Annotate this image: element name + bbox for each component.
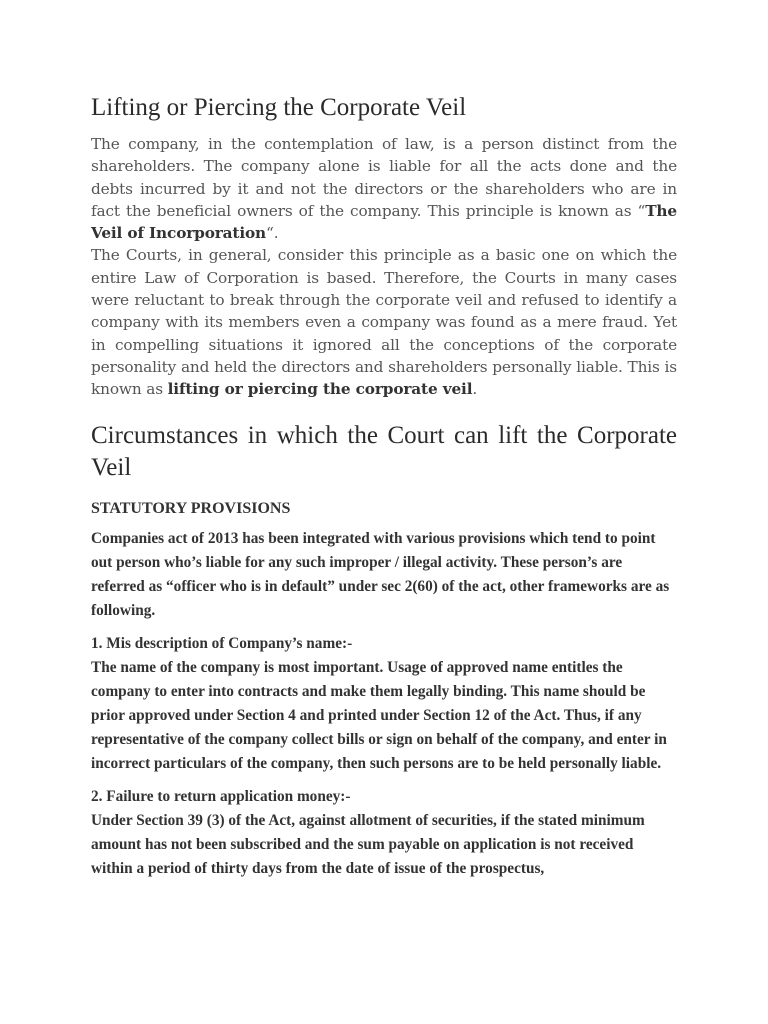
list-item [91, 785, 677, 881]
section-title: Circumstances in which the Court can lift the Corporate Veil [91, 422, 677, 481]
intro-paragraph-2-text: The Courts, in general, consider this principle as a basic one on which the entire Law of Corporation is based. Therefore, the Courts in many cases were reluctant to break through the corporate veil and refused to identify a company with its members even a company was found as a mere fraud. Yet in compelling situations it ignored all the conceptions of the corporate personality and held the directors and shareholders personally liable. This is known as [91, 246, 677, 399]
statutory-intro: Companies act of 2013 has been integrated with various provisions which tend to point out person who’s liable for any such improper / illegal activity. These person’s are referred as “officer who is in default” under sec 2(60) of the act, other frameworks are as following. [91, 530, 670, 619]
intro-paragraph-1 [91, 133, 677, 244]
document-title: Lifting or Piercing the Corporate Veil [91, 94, 467, 121]
list-item-body: Under Section 39 (3) of the Act, against allotment of securities, if the stated minimum amount has not been subscribed and the sum payable on application is not received within a period of thirty days from the date of issue of the prospectus, [91, 812, 645, 877]
lifting-veil-term: lifting or piercing the corporate veil [167, 380, 473, 399]
intro-paragraph-2 [91, 244, 677, 400]
list-item-body: The name of the company is most important. Usage of approved name entitles the company to enter into contracts and make them legally binding. This name should be prior approved under Section 4 and printed under Section 12 of the Act. Thus, if any representative of the company collect bills or sign on behalf of the company, and enter in incorrect particulars of the company, then such persons are to be held personally liable. [91, 659, 667, 772]
intro-paragraph-1-end: “. [266, 224, 279, 243]
veil-of-incorporation-term: The Veil of Incorporation [91, 201, 677, 243]
intro-paragraph-2-end: . [472, 380, 478, 399]
intro-paragraph-1-text: The company, in the contemplation of law, is a person distinct from the shareholders. The company alone is liable for all the acts done and the debts incurred by it and not the directors or the shareholders who are in fact the beneficial owners of the company. This principle is known as “ [91, 135, 677, 220]
intro-section [91, 133, 677, 401]
list-item-title: 1. Mis description of Company’s name:- [91, 635, 353, 652]
statutory-section [91, 497, 677, 890]
subsection-title: STATUTORY PROVISIONS [91, 500, 291, 517]
list-item-title: 2. Failure to return application money:- [91, 788, 351, 805]
list-item [91, 632, 677, 776]
